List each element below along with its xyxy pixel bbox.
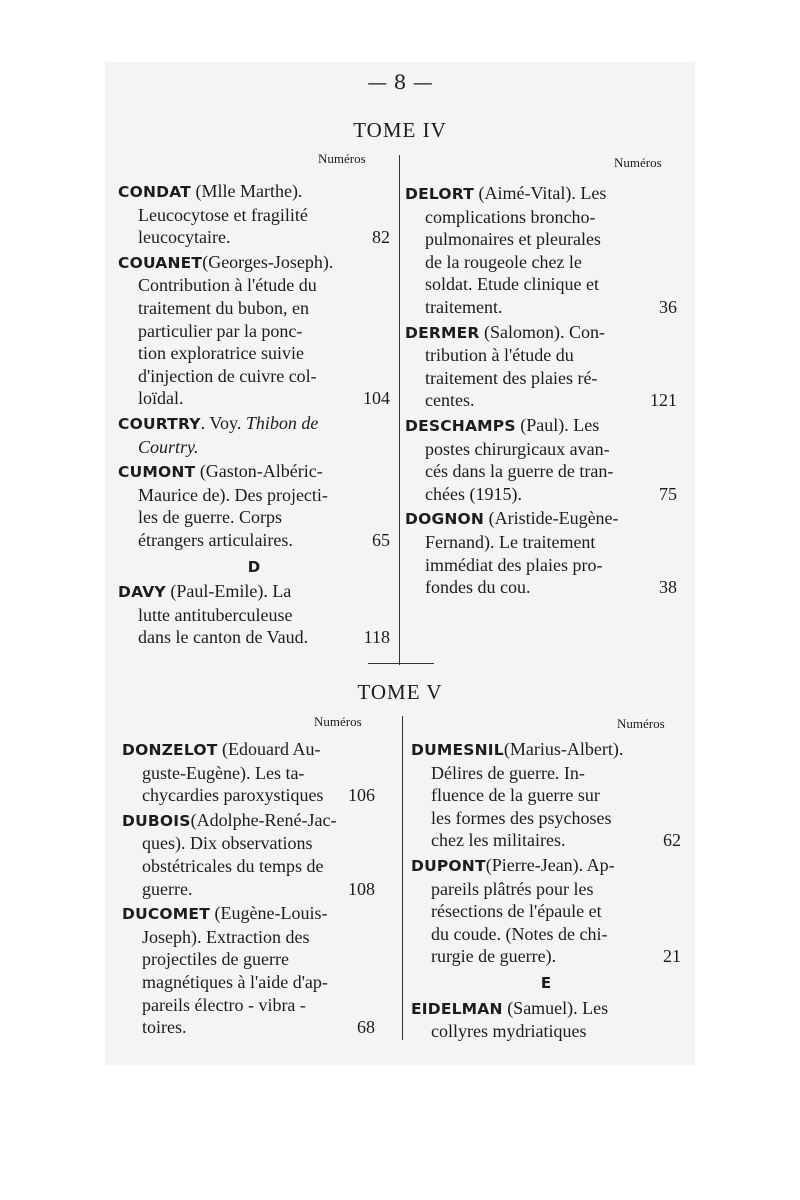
entry-number: 104 <box>363 388 390 409</box>
entry-text-line: résections de l'épaule et <box>431 901 602 922</box>
entry-text-line: particulier par la ponc- <box>138 320 303 341</box>
entry-text: (Marius-Albert). <box>503 739 624 759</box>
index-entry <box>122 902 375 1039</box>
author-name: DELORT <box>405 185 474 203</box>
tome-v-title: TOME V <box>357 680 443 704</box>
index-entry <box>405 321 677 412</box>
entry-last-line <box>118 226 390 249</box>
entry-number: 108 <box>348 878 375 899</box>
entry-first-line <box>411 738 681 762</box>
entry-text-italic: Thibon de <box>245 412 319 433</box>
author-name: DESCHAMPS <box>405 416 516 435</box>
column-divider-iv <box>399 155 400 665</box>
entry-first-line <box>411 997 681 1021</box>
index-entry <box>411 854 681 968</box>
entry-text: (Adolphe-René-Jac- <box>190 809 337 830</box>
entry-text-line: postes chirurgicaux avan- <box>425 438 610 459</box>
entry-text: traitement. <box>425 296 503 317</box>
entry-text-line: Fernand). Le traitement <box>425 531 596 552</box>
tome-iv-right-column <box>405 182 677 601</box>
entry-number: 118 <box>363 627 390 648</box>
entry-text-line: Leucocytose et fragilité <box>138 204 308 225</box>
numeros-header-left-v: Numéros <box>314 714 362 729</box>
index-entry <box>118 460 390 551</box>
entry-text: fondes du cou. <box>425 577 531 598</box>
index-entry <box>122 809 375 900</box>
index-entry <box>118 251 390 410</box>
section-letter: E <box>540 973 552 992</box>
entry-text-line: les de guerre. Corps <box>138 507 282 528</box>
entry-text-line: projectiles de guerre <box>142 949 289 970</box>
entry-text-line: lutte antituberculeuse <box>138 604 293 625</box>
index-entry <box>411 738 681 852</box>
entry-text-line: fluence de la guerre sur <box>431 785 600 806</box>
entry-text-line: pulmonaires et pleurales <box>425 229 601 250</box>
entry-text-line: du coude. (Notes de chi- <box>431 923 608 944</box>
entry-text: (Salomon). Con- <box>479 321 606 342</box>
entry-text: chez les militaires. <box>431 830 566 851</box>
column-divider-v <box>402 716 403 1040</box>
entry-text-line: Contribution à l'étude du <box>138 275 317 296</box>
entry-text-line: magnétiques à l'aide d'ap- <box>142 971 328 992</box>
entry-text-line: traitement des plaies ré- <box>425 367 598 388</box>
entry-last-line <box>405 389 677 412</box>
entry-text: chées (1915). <box>425 483 522 504</box>
entry-last-line <box>411 829 681 852</box>
entry-text: (Pierre-Jean). Ap- <box>485 854 615 875</box>
entry-text: guerre. <box>142 878 193 899</box>
entry-text-line: obstétricales du temps de <box>142 855 324 876</box>
author-name: DOGNON <box>405 510 485 529</box>
entry-number: 121 <box>650 390 677 411</box>
entry-first-line <box>405 321 677 345</box>
entry-number: 106 <box>348 785 375 806</box>
entry-first-line <box>122 809 375 833</box>
index-entry <box>122 738 375 807</box>
index-entry <box>411 997 681 1043</box>
entry-first-line <box>118 251 390 275</box>
entry-last-line <box>118 387 390 410</box>
author-name: DAVY <box>118 583 166 602</box>
entry-last-line <box>122 784 375 807</box>
entry-text-line: soldat. Etude clinique et <box>425 274 599 295</box>
entry-text: (Eugène-Louis- <box>210 903 328 924</box>
entry-text-line: collyres mydriatiques <box>431 1021 587 1042</box>
entry-text: dans le canton de Vaud. <box>138 627 309 648</box>
tome-v-left-column <box>122 738 375 1041</box>
entry-text: centes. <box>425 390 475 411</box>
tome-v-right-column <box>411 738 681 1045</box>
entry-number: 68 <box>357 1017 375 1038</box>
author-name: COUANET <box>118 253 203 272</box>
index-entry <box>405 507 677 598</box>
entry-text-line: les formes des psychoses <box>431 807 612 828</box>
index-entry <box>118 180 390 249</box>
entry-text: (Georges-Joseph). <box>202 251 334 272</box>
entry-number: 62 <box>663 830 681 851</box>
entry-text-italic: Courtry. <box>138 436 199 457</box>
entry-text: leucocytaire. <box>138 227 231 248</box>
page-number: — 8 — <box>367 70 433 94</box>
entry-text-line: tion exploratrice suivie <box>138 343 304 364</box>
entry-text-line: d'injection de cuivre col- <box>138 365 317 386</box>
entry-last-line <box>118 626 390 649</box>
tome-iv-title: TOME IV <box>353 118 447 142</box>
entry-text-line: complications broncho- <box>425 206 596 227</box>
entry-text-line: pareils électro - vibra - <box>142 994 306 1015</box>
entry-text-line: Délires de guerre. In- <box>431 762 585 783</box>
author-name: EIDELMAN <box>411 999 503 1018</box>
entry-number: 82 <box>372 227 390 248</box>
entry-number: 36 <box>659 296 677 317</box>
tome-iv-left-column <box>118 180 390 651</box>
entry-first-line <box>405 182 677 206</box>
numeros-header-right-v: Numéros <box>617 716 665 731</box>
entry-text-line: traitement du bubon, en <box>138 297 309 318</box>
numeros-header-right-iv: Numéros <box>614 155 662 170</box>
numeros-header-left-iv: Numéros <box>318 151 366 166</box>
entry-text: chycardies paroxystiques <box>142 785 324 806</box>
entry-text-line: pareils plâtrés pour les <box>431 878 594 899</box>
entry-text-line: immédiat des plaies pro- <box>425 554 603 575</box>
entry-text-line: cés dans la guerre de tran- <box>425 461 614 482</box>
entry-last-line <box>118 529 390 552</box>
entry-text-line: Joseph). Extraction des <box>142 926 310 947</box>
entry-last-line <box>405 483 677 506</box>
author-name: CONDAT <box>118 183 191 201</box>
author-name: DUPONT <box>411 856 486 875</box>
entry-last-line <box>411 945 681 968</box>
author-name: DERMER <box>405 323 480 342</box>
entry-last-line <box>122 878 375 901</box>
entry-text-line: Maurice de). Des projecti- <box>138 484 328 505</box>
entry-text: (Mlle Marthe). <box>190 181 303 201</box>
entry-number: 38 <box>659 577 677 598</box>
entry-first-line <box>118 460 390 484</box>
entry-text: (Gaston-Albéric- <box>195 461 323 482</box>
author-name: DUMESNIL <box>411 741 504 759</box>
index-entry <box>405 414 677 505</box>
index-entry <box>405 182 677 319</box>
entry-text: (Edouard Au- <box>217 739 321 759</box>
section-letter: D <box>247 557 261 576</box>
entry-text: . Voy. <box>200 412 246 433</box>
author-name: DONZELOT <box>122 741 218 759</box>
entry-first-line <box>118 180 390 204</box>
entry-first-line <box>118 412 390 436</box>
entry-last-line <box>405 576 677 599</box>
author-name: CUMONT <box>118 463 196 482</box>
section-separator <box>368 663 434 664</box>
author-name: DUCOMET <box>122 905 210 924</box>
entry-last-line <box>122 1016 375 1039</box>
entry-number: 65 <box>372 529 390 550</box>
entry-last-line <box>405 296 677 319</box>
entry-last-line <box>118 436 390 459</box>
entry-text: rurgie de guerre). <box>431 946 557 967</box>
entry-text-line: de la rougeole chez le <box>425 251 582 272</box>
entry-first-line <box>411 854 681 878</box>
entry-first-line <box>122 738 375 762</box>
entry-text-line: ques). Dix observations <box>142 833 313 854</box>
entry-text: (Samuel). Les <box>502 997 609 1018</box>
author-name: DUBOIS <box>122 811 191 830</box>
entry-number: 75 <box>659 483 677 504</box>
author-name: COURTRY <box>118 414 201 433</box>
entry-text: (Paul). Les <box>515 414 600 435</box>
entry-text: (Aimé-Vital). Les <box>473 183 607 203</box>
entry-first-line <box>118 580 390 604</box>
index-entry <box>118 412 390 458</box>
entry-text: (Aristide-Eugène- <box>484 508 619 529</box>
entry-text: toires. <box>142 1017 187 1038</box>
entry-text: (Paul-Emile). La <box>165 581 292 602</box>
index-entry <box>118 580 390 649</box>
entry-text: loïdal. <box>138 388 184 409</box>
entry-first-line <box>405 414 677 438</box>
entry-number: 21 <box>663 946 681 967</box>
entry-first-line <box>122 902 375 926</box>
entry-first-line <box>405 507 677 531</box>
entry-text-line: tribution à l'étude du <box>425 345 574 366</box>
entry-text: étrangers articulaires. <box>138 529 293 550</box>
entry-text-line: guste-Eugène). Les ta- <box>142 762 305 783</box>
